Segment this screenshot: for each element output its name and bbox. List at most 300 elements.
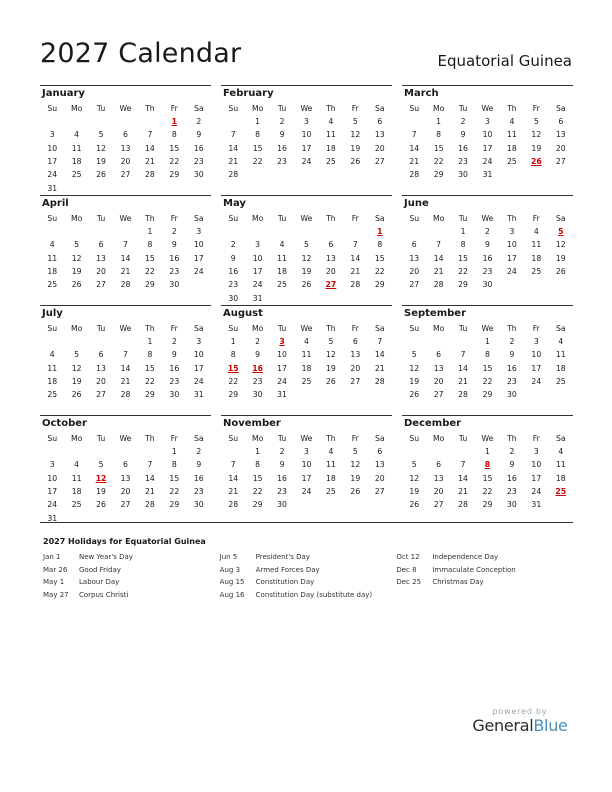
- empty-cell: [221, 225, 245, 238]
- page-title: 2027 Calendar: [40, 38, 242, 69]
- day-cell: 17: [301, 143, 312, 153]
- day-cell: 15: [145, 253, 155, 263]
- day-cell: 2: [509, 447, 515, 457]
- day-cell: 10: [301, 460, 312, 470]
- weekday-header: Su: [228, 433, 239, 443]
- day-cell: 4: [49, 240, 55, 250]
- holiday-day-cell: 16: [252, 363, 263, 373]
- empty-cell: [549, 181, 573, 194]
- day-cell: 21: [409, 157, 420, 167]
- weekday-header: Su: [228, 323, 239, 333]
- empty-cell: [475, 181, 499, 194]
- day-cell: 27: [374, 157, 385, 167]
- day-cell: 3: [49, 130, 55, 140]
- day-cell: 24: [531, 377, 542, 387]
- empty-cell: [64, 401, 88, 414]
- empty-cell: [500, 401, 524, 414]
- day-cell: 29: [482, 390, 493, 400]
- day-cell: 18: [326, 473, 336, 483]
- holiday-name: Labour Day: [79, 578, 120, 586]
- holiday-name: President's Day: [255, 553, 310, 561]
- day-cell: 26: [326, 377, 336, 387]
- holiday-date: Jan 1: [43, 553, 61, 561]
- month-name: October: [42, 418, 87, 429]
- weekday-header: We: [481, 433, 494, 443]
- holiday-day-cell: 12: [95, 473, 107, 483]
- day-cell: 27: [409, 280, 420, 290]
- day-cell: 15: [252, 143, 263, 153]
- holiday-item: [43, 576, 220, 589]
- day-cell: 6: [436, 350, 442, 360]
- empty-cell: [138, 115, 162, 128]
- day-cell: 24: [301, 157, 312, 167]
- weekday-header: Sa: [555, 323, 566, 333]
- day-cell: 3: [49, 460, 55, 470]
- weekday-header: We: [119, 213, 132, 223]
- day-cell: 27: [433, 390, 444, 400]
- day-cell: 26: [96, 170, 106, 180]
- day-cell: 3: [196, 337, 202, 347]
- weekday-header: Tu: [96, 213, 106, 223]
- day-cell: 13: [433, 363, 444, 373]
- empty-cell: [368, 511, 392, 524]
- empty-cell: [368, 168, 392, 181]
- weekday-header: Su: [409, 433, 420, 443]
- weekday-header: Mo: [432, 433, 445, 443]
- day-cell: 6: [411, 240, 417, 250]
- empty-cell: [40, 445, 64, 458]
- empty-cell: [64, 181, 88, 194]
- empty-cell: [475, 511, 499, 524]
- empty-cell: [270, 511, 294, 524]
- empty-cell: [40, 401, 64, 414]
- day-cell: 24: [47, 500, 58, 510]
- day-cell: 29: [458, 280, 468, 290]
- day-cell: 14: [350, 253, 361, 263]
- country-name: Equatorial Guinea: [437, 52, 572, 70]
- day-cell: 27: [96, 280, 106, 290]
- empty-cell: [500, 511, 524, 524]
- day-cell: 11: [277, 253, 287, 263]
- empty-cell: [64, 225, 88, 238]
- empty-cell: [294, 401, 318, 414]
- month-may: [221, 195, 392, 305]
- empty-cell: [294, 168, 318, 181]
- day-cell: 30: [193, 170, 204, 180]
- day-cell: 14: [228, 143, 239, 153]
- weekday-header: We: [119, 433, 132, 443]
- day-cell: 23: [458, 157, 468, 167]
- day-cell: 29: [169, 170, 180, 180]
- day-cell: 11: [326, 460, 336, 470]
- month-table: [221, 321, 392, 415]
- empty-cell: [319, 291, 343, 304]
- month-name: December: [404, 418, 462, 429]
- day-cell: 29: [433, 170, 444, 180]
- day-cell: 21: [433, 267, 444, 277]
- day-cell: 11: [555, 460, 566, 470]
- day-cell: 12: [326, 350, 336, 360]
- day-cell: 28: [120, 390, 131, 400]
- powered-by-text: powered by: [492, 707, 548, 716]
- month-row: [40, 305, 573, 415]
- empty-cell: [500, 278, 524, 291]
- day-cell: 1: [255, 447, 261, 457]
- day-cell: 16: [277, 143, 287, 153]
- day-cell: 16: [482, 253, 493, 263]
- empty-cell: [221, 181, 245, 194]
- empty-cell: [343, 181, 367, 194]
- empty-cell: [368, 181, 392, 194]
- day-cell: 27: [555, 157, 566, 167]
- weekday-header: Fr: [532, 433, 540, 443]
- empty-cell: [187, 291, 211, 304]
- holiday-name: Constitution Day (substitute day): [255, 590, 373, 599]
- day-cell: 26: [409, 390, 420, 400]
- holiday-date: May 27: [43, 590, 69, 599]
- day-cell: 12: [71, 363, 82, 373]
- day-cell: 23: [193, 157, 204, 167]
- empty-cell: [426, 511, 450, 524]
- empty-cell: [64, 291, 88, 304]
- day-cell: 21: [145, 487, 155, 497]
- day-cell: 14: [409, 143, 420, 153]
- empty-cell: [270, 181, 294, 194]
- weekday-header: Th: [326, 323, 336, 333]
- weekday-header: We: [119, 103, 132, 113]
- day-cell: 19: [350, 143, 361, 153]
- day-cell: 27: [350, 377, 361, 387]
- month-name: April: [42, 198, 69, 209]
- day-cell: 15: [169, 473, 180, 483]
- day-cell: 12: [71, 253, 82, 263]
- day-cell: 7: [436, 240, 442, 250]
- day-cell: 9: [279, 460, 285, 470]
- empty-cell: [524, 511, 548, 524]
- day-cell: 14: [228, 473, 239, 483]
- weekday-header: Th: [326, 213, 336, 223]
- empty-cell: [343, 225, 367, 238]
- day-cell: 25: [326, 157, 336, 167]
- day-cell: 31: [252, 293, 263, 303]
- weekday-header: Th: [326, 433, 336, 443]
- weekday-header: Sa: [193, 213, 204, 223]
- month-february: [221, 85, 392, 195]
- day-cell: 31: [531, 500, 542, 510]
- empty-cell: [451, 511, 475, 524]
- weekday-header: Th: [507, 103, 517, 113]
- day-cell: 22: [482, 377, 493, 387]
- day-cell: 23: [507, 487, 517, 497]
- day-cell: 8: [171, 460, 177, 470]
- day-cell: 11: [47, 253, 58, 263]
- calendar-grid: [40, 85, 573, 523]
- weekday-header: Th: [507, 433, 517, 443]
- day-cell: 3: [533, 447, 539, 457]
- weekday-header: Tu: [96, 433, 106, 443]
- empty-cell: [368, 498, 392, 511]
- weekday-header: Mo: [432, 213, 445, 223]
- day-cell: 3: [304, 117, 309, 127]
- day-cell: 9: [230, 253, 236, 263]
- day-cell: 31: [482, 170, 493, 180]
- day-cell: 23: [482, 267, 493, 277]
- day-cell: 19: [301, 267, 312, 277]
- empty-cell: [113, 115, 137, 128]
- day-cell: 6: [558, 117, 564, 127]
- empty-cell: [113, 225, 137, 238]
- day-cell: 20: [120, 157, 131, 167]
- month-name: September: [404, 308, 466, 319]
- day-cell: 16: [458, 143, 468, 153]
- day-cell: 16: [507, 473, 517, 483]
- day-cell: 11: [47, 363, 58, 373]
- day-cell: 19: [71, 267, 82, 277]
- empty-cell: [426, 401, 450, 414]
- day-cell: 22: [169, 157, 180, 167]
- holiday-date: Aug 16: [219, 590, 245, 599]
- day-cell: 8: [460, 240, 466, 250]
- empty-cell: [89, 335, 113, 348]
- day-cell: 22: [228, 377, 239, 387]
- day-cell: 23: [277, 487, 287, 497]
- empty-cell: [221, 401, 245, 414]
- day-cell: 12: [409, 363, 420, 373]
- day-cell: 7: [123, 240, 128, 250]
- day-cell: 4: [279, 240, 285, 250]
- empty-cell: [113, 291, 137, 304]
- empty-cell: [549, 498, 573, 511]
- month-name: November: [223, 418, 281, 429]
- empty-cell: [343, 498, 367, 511]
- day-cell: 21: [228, 157, 239, 167]
- empty-cell: [524, 401, 548, 414]
- day-cell: 7: [147, 130, 153, 140]
- month-row: [40, 415, 573, 525]
- day-cell: 17: [301, 473, 312, 483]
- weekday-header: Sa: [555, 213, 566, 223]
- month-name: July: [42, 308, 63, 319]
- day-cell: 20: [433, 487, 444, 497]
- weekday-header: Sa: [374, 213, 385, 223]
- day-cell: 19: [96, 157, 106, 167]
- empty-cell: [343, 401, 367, 414]
- empty-cell: [89, 291, 113, 304]
- weekday-header: Sa: [374, 103, 385, 113]
- day-cell: 25: [326, 487, 336, 497]
- holiday-item: [396, 564, 573, 577]
- holiday-item: [43, 589, 220, 602]
- day-cell: 28: [228, 170, 239, 180]
- day-cell: 22: [433, 157, 444, 167]
- empty-cell: [89, 445, 113, 458]
- weekday-header: We: [300, 433, 313, 443]
- weekday-header: Mo: [432, 103, 445, 113]
- empty-cell: [451, 181, 475, 194]
- day-cell: 26: [555, 267, 566, 277]
- empty-cell: [319, 511, 343, 524]
- weekday-header: Fr: [532, 323, 540, 333]
- empty-cell: [319, 388, 343, 401]
- empty-cell: [500, 291, 524, 304]
- day-cell: 23: [169, 267, 180, 277]
- weekday-header: Tu: [277, 433, 287, 443]
- empty-cell: [40, 291, 64, 304]
- empty-cell: [294, 291, 318, 304]
- month-name: February: [223, 88, 274, 99]
- day-cell: 8: [436, 130, 442, 140]
- empty-cell: [549, 168, 573, 181]
- empty-cell: [426, 181, 450, 194]
- empty-cell: [162, 181, 186, 194]
- day-cell: 9: [171, 240, 177, 250]
- day-cell: 7: [230, 130, 236, 140]
- day-cell: 26: [350, 487, 361, 497]
- holiday-day-cell: 1: [171, 117, 177, 127]
- day-cell: 14: [458, 363, 468, 373]
- holiday-name: Christmas Day: [432, 578, 484, 586]
- empty-cell: [524, 168, 548, 181]
- month-table: [221, 101, 392, 195]
- holiday-day-cell: 1: [377, 227, 383, 237]
- day-cell: 8: [377, 240, 383, 250]
- day-cell: 24: [507, 267, 517, 277]
- day-cell: 3: [255, 240, 261, 250]
- holiday-item: [220, 589, 397, 602]
- day-cell: 28: [228, 500, 239, 510]
- day-cell: 21: [145, 157, 155, 167]
- day-cell: 5: [352, 117, 358, 127]
- empty-cell: [245, 401, 269, 414]
- month-june: [402, 195, 573, 305]
- empty-cell: [113, 511, 137, 524]
- day-cell: 4: [328, 117, 334, 127]
- day-cell: 29: [145, 390, 155, 400]
- empty-cell: [402, 401, 426, 414]
- day-cell: 10: [507, 240, 517, 250]
- empty-cell: [162, 401, 186, 414]
- empty-cell: [451, 445, 475, 458]
- day-cell: 12: [555, 240, 566, 250]
- day-cell: 27: [433, 500, 444, 510]
- month-name: August: [223, 308, 263, 319]
- day-cell: 17: [531, 363, 542, 373]
- day-cell: 2: [485, 227, 490, 237]
- weekday-header: Su: [409, 323, 420, 333]
- day-cell: 5: [411, 350, 417, 360]
- day-cell: 10: [193, 240, 204, 250]
- day-cell: 2: [230, 240, 236, 250]
- weekday-header: Mo: [251, 323, 264, 333]
- holiday-item: [220, 576, 397, 589]
- day-cell: 13: [96, 363, 106, 373]
- day-cell: 2: [171, 337, 177, 347]
- day-cell: 1: [230, 337, 236, 347]
- day-cell: 1: [255, 117, 261, 127]
- empty-cell: [245, 225, 269, 238]
- empty-cell: [270, 168, 294, 181]
- day-cell: 5: [98, 460, 104, 470]
- day-cell: 23: [252, 377, 263, 387]
- empty-cell: [245, 168, 269, 181]
- day-cell: 28: [145, 170, 155, 180]
- day-cell: 2: [279, 447, 285, 457]
- footer-branding: [470, 707, 570, 735]
- weekday-header: Th: [145, 213, 155, 223]
- empty-cell: [426, 445, 450, 458]
- day-cell: 6: [328, 240, 334, 250]
- empty-cell: [475, 401, 499, 414]
- day-cell: 28: [350, 280, 361, 290]
- day-cell: 24: [193, 267, 204, 277]
- holiday-date: Dec 8: [396, 565, 417, 574]
- weekday-header: Sa: [555, 103, 566, 113]
- weekday-header: Th: [507, 213, 517, 223]
- weekday-header: Sa: [193, 103, 204, 113]
- weekday-header: Mo: [251, 103, 264, 113]
- empty-cell: [402, 225, 426, 238]
- day-cell: 10: [193, 350, 204, 360]
- day-cell: 16: [277, 473, 287, 483]
- day-cell: 7: [460, 350, 466, 360]
- empty-cell: [187, 401, 211, 414]
- weekday-header: Tu: [277, 103, 287, 113]
- holiday-item: [220, 551, 397, 564]
- day-cell: 4: [509, 117, 515, 127]
- holiday-date: Jun 5: [219, 553, 238, 561]
- weekday-header: We: [300, 323, 313, 333]
- weekday-header: Su: [47, 103, 58, 113]
- day-cell: 20: [555, 143, 566, 153]
- day-cell: 25: [71, 170, 82, 180]
- day-cell: 10: [252, 253, 263, 263]
- weekday-header: Mo: [70, 213, 83, 223]
- holiday-date: Aug 15: [219, 578, 245, 586]
- weekday-header: Tu: [458, 103, 468, 113]
- day-cell: 1: [147, 337, 153, 347]
- weekday-header: Fr: [351, 213, 359, 223]
- day-cell: 16: [228, 267, 239, 277]
- day-cell: 28: [409, 170, 420, 180]
- empty-cell: [368, 388, 392, 401]
- weekday-header: We: [300, 213, 313, 223]
- day-cell: 12: [531, 130, 542, 140]
- empty-cell: [402, 335, 426, 348]
- day-cell: 8: [255, 130, 261, 140]
- empty-cell: [451, 401, 475, 414]
- day-cell: 18: [555, 473, 566, 483]
- weekday-header: Mo: [251, 433, 264, 443]
- day-cell: 2: [171, 227, 177, 237]
- day-cell: 24: [277, 377, 287, 387]
- day-cell: 4: [558, 447, 564, 457]
- day-cell: 9: [171, 350, 177, 360]
- day-cell: 4: [74, 460, 80, 470]
- empty-cell: [138, 181, 162, 194]
- month-september: [402, 305, 573, 415]
- day-cell: 4: [304, 337, 309, 347]
- weekday-header: Mo: [70, 323, 83, 333]
- weekday-header: Fr: [532, 103, 540, 113]
- month-august: [221, 305, 392, 415]
- day-cell: 18: [71, 157, 82, 167]
- month-name: March: [404, 88, 439, 99]
- holiday-date: May 1: [43, 578, 65, 586]
- weekday-header: Tu: [277, 213, 287, 223]
- day-cell: 31: [47, 513, 58, 523]
- day-cell: 1: [460, 227, 466, 237]
- day-cell: 22: [252, 157, 263, 167]
